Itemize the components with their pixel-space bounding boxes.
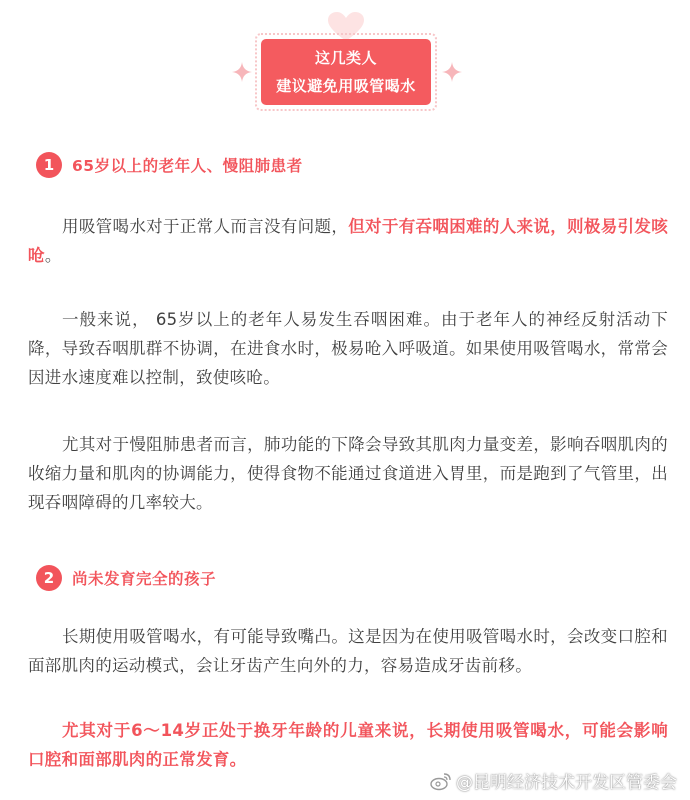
watermark-text: @昆明经济技术开发区管委会 bbox=[456, 773, 677, 793]
sparkle-icon bbox=[442, 62, 462, 82]
watermark bbox=[430, 768, 677, 793]
title-line-2: 建议避免用吸管喝水 bbox=[276, 77, 416, 95]
title-line-1: 这几类人 bbox=[314, 49, 377, 67]
paragraph: 尤其对于慢阻肺患者而言，肺功能的下降会导致其肌肉力量变差，影响吞咽肌肉的收缩力量和肌肉的协调能力，使得食物不能通过食道进入胃里，而是跑到了气管里，出现吞咽障碍的几率较大。 bbox=[28, 435, 668, 512]
highlighted-paragraph: 尤其对于6～14岁正处于换牙年龄的儿童来说，长期使用吸管喝水，可能会影响口腔和面部肌肉的正常发育。 bbox=[28, 721, 668, 769]
section-number-badge: 2 bbox=[36, 565, 62, 591]
section-heading-2 bbox=[36, 565, 216, 591]
paragraph: 长期使用吸管喝水，有可能导致嘴凸。这是因为在使用吸管喝水时，会改变口腔和面部肌肉的运动模式，会让牙齿产生向外的力，容易造成牙齿前移。 bbox=[28, 627, 668, 675]
paragraph-tail: 。 bbox=[44, 246, 62, 265]
sparkle-icon bbox=[232, 62, 252, 82]
section-title: 尚未发育完全的孩子 bbox=[72, 570, 217, 588]
section-heading-1 bbox=[36, 152, 303, 178]
section-title: 65岁以上的老年人、慢阻肺患者 bbox=[72, 157, 303, 175]
paragraph bbox=[28, 212, 668, 270]
weibo-icon bbox=[430, 771, 452, 791]
article-header bbox=[0, 0, 690, 120]
paragraph: 一般来说， 65岁以上的老年人易发生吞咽困难。由于老年人的神经反射活动下降，导致吞咽肌群不协调，在进食水时，极易呛入呼吸道。如果使用吸管喝水，常常会因进水速度难以控制，致使咳呛。 bbox=[28, 310, 668, 387]
paragraph-text: 用吸管喝水对于正常人而言没有问题， bbox=[62, 217, 349, 236]
article-title bbox=[261, 39, 431, 105]
highlighted-text: 但对于有吞咽困难的人来说，则极易引发咳呛 bbox=[28, 217, 668, 265]
section-number-badge: 1 bbox=[36, 152, 62, 178]
